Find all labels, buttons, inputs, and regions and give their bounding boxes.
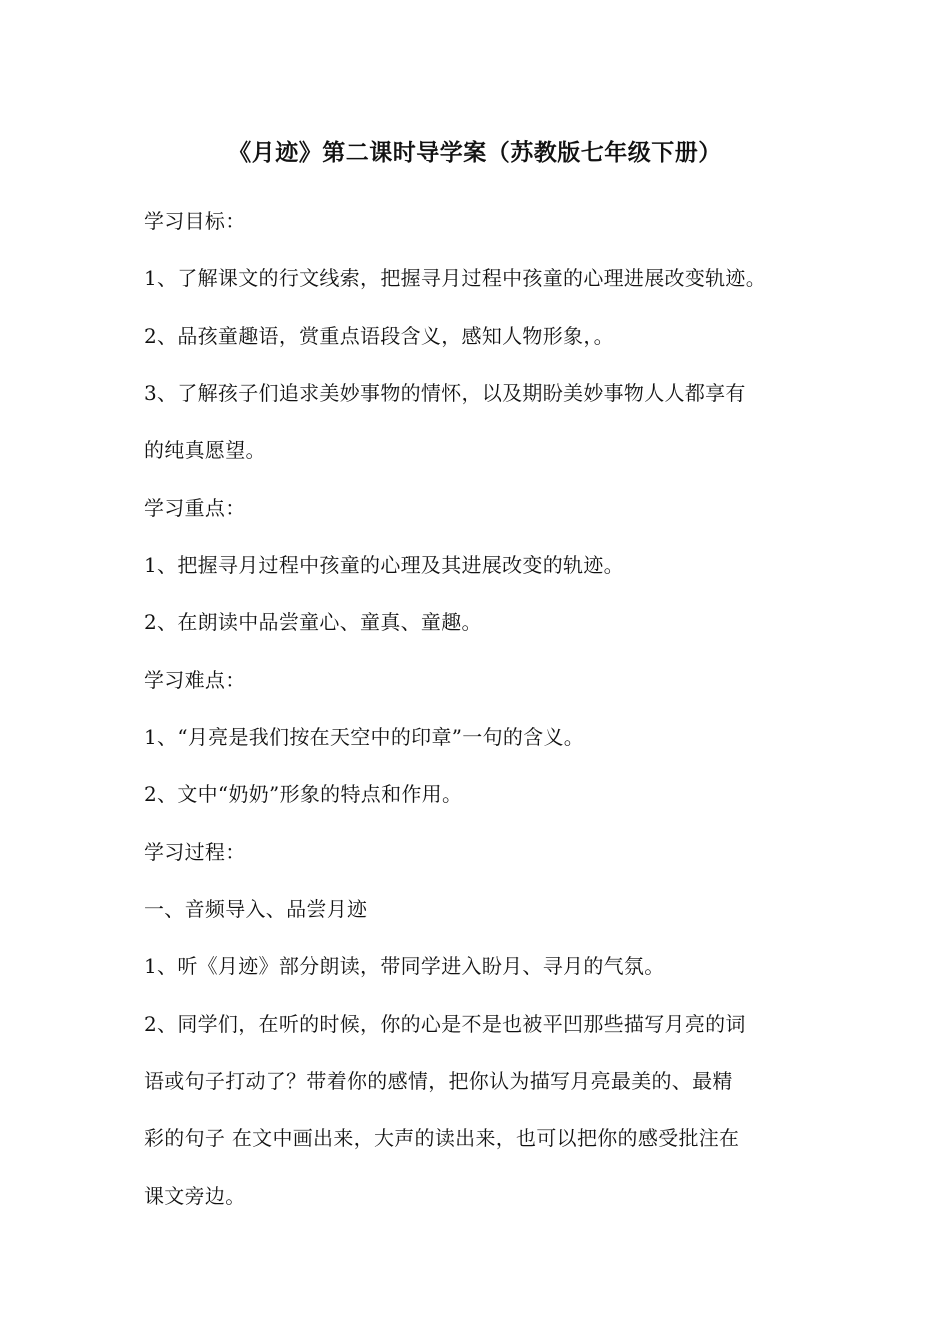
paragraph-line: 一、音频导入、品尝月迹 (144, 897, 368, 921)
paragraph-line: 语或句子打动了？带着你的感情，把你认为描写月亮最美的、最精 (144, 1069, 733, 1093)
paragraph-line: 1、听《月迹》部分朗读，带同学进入盼月、寻月的气氛。 (144, 954, 665, 978)
paragraph-line: 彩的句子 在文中画出来，大声的读出来，也可以把你的感受批注在 (144, 1126, 740, 1150)
paragraph-line: 3、了解孩子们追求美妙事物的情怀，以及期盼美妙事物人人都享有 (144, 381, 746, 405)
section-heading-objectives: 学习目标： (144, 209, 246, 233)
document-title: 《月迹》第二课时导学案（苏教版七年级下册） (228, 139, 722, 166)
paragraph-line: 1、把握寻月过程中孩童的心理及其进展改变的轨迹。 (144, 553, 624, 577)
paragraph-line: 课文旁边。 (144, 1184, 246, 1208)
section-heading-process: 学习过程： (144, 840, 246, 864)
paragraph-line: 2、文中“奶奶”形象的特点和作用。 (144, 782, 463, 806)
section-heading-key-points: 学习重点： (144, 496, 246, 520)
paragraph-line: 2、在朗读中品尝童心、童真、童趣。 (144, 610, 482, 634)
section-heading-difficulties: 学习难点： (144, 668, 246, 692)
paragraph-line: 2、同学们，在听的时候，你的心是不是也被平凹那些描写月亮的词 (144, 1012, 746, 1036)
paragraph-line: 的纯真愿望。 (144, 438, 266, 462)
paragraph-line: 2、品孩童趣语，赏重点语段含义，感知人物形象，。 (144, 324, 614, 348)
paragraph-line: 1、“月亮是我们按在天空中的印章”一句的含义。 (144, 725, 585, 749)
paragraph-line: 1、了解课文的行文线索，把握寻月过程中孩童的心理进展改变轨迹。 (144, 266, 767, 290)
